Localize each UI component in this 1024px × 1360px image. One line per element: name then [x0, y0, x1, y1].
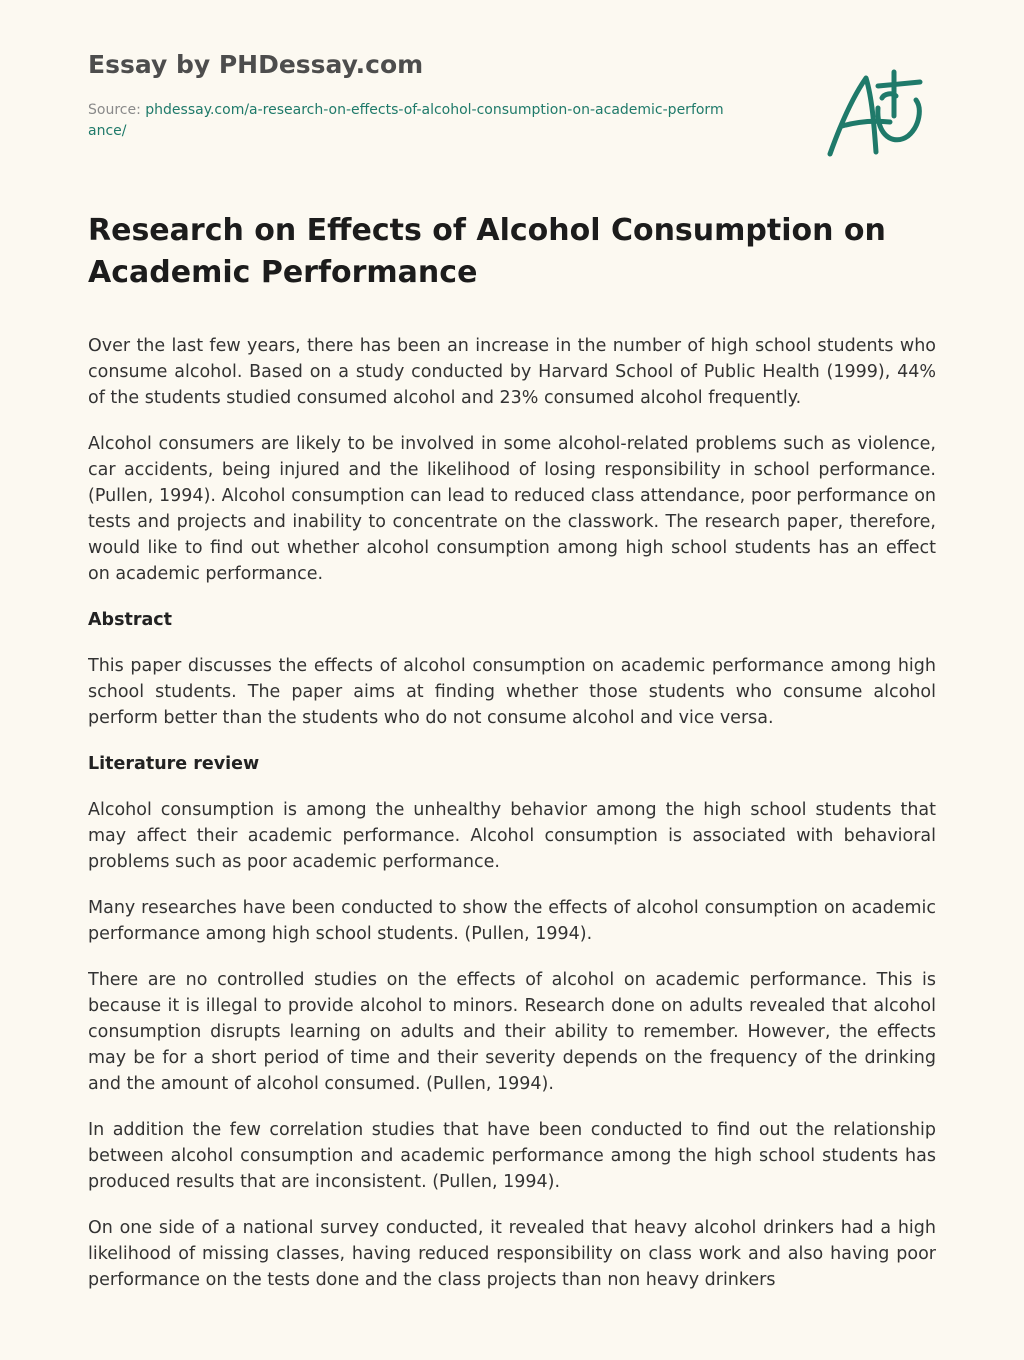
literature-paragraph-1: Alcohol consumption is among the unhealthy behavior among the high school students that may affect their academic performance. Alcohol consumption is associated with behavioral problems such as poor academic performance.: [88, 800, 936, 872]
literature-review-heading: Literature review: [88, 754, 260, 774]
literature-paragraph-2: Many researches have been conducted to show the effects of alcohol consumption on academic performance among high school students. (Pullen, 1994).: [88, 898, 936, 944]
abstract-paragraph: This paper discusses the effects of alcohol consumption on academic performance among high school students. The paper aims at finding whether those students who consume alcohol perform better than the students who do not consume alcohol and vice versa.: [88, 656, 936, 728]
essay-title: Research on Effects of Alcohol Consumption on Academic Performance: [88, 213, 886, 290]
a-plus-logo-icon: [822, 64, 932, 164]
essay-body: [88, 333, 936, 1360]
literature-paragraph-4: In addition the few correlation studies that have been conducted to find out the relationship between alcohol consumption and academic performance among the high school students has produced results that are inconsistent. (Pullen, 1994).: [88, 1120, 936, 1192]
site-title: Essay by PHDessay.com: [88, 50, 424, 79]
intro-paragraph-2: Alcohol consumers are likely to be involved in some alcohol-related problems such as violence, car accidents, being injured and the likelihood of losing responsibility in school performance. (Pullen, 1994). Alcohol consumption can lead to reduced class attendance, poor performance on tests and projects and inability to concentrate on the classwork. The research paper, therefore, would like to find out whether alcohol consumption among high school students has an effect on academic performance.: [88, 434, 936, 584]
literature-paragraph-3: There are no controlled studies on the effects of alcohol on academic performance. This is because it is illegal to provide alcohol to minors. Research done on adults revealed that alcohol consumption disrupts learning on adults and their ability to remember. However, the effects may be for a short period of time and their severity depends on the frequency of the drinking and the amount of alcohol consumed. (Pullen, 1994).: [88, 970, 936, 1094]
a-plus-logo-graphic: [822, 64, 932, 164]
abstract-heading: Abstract: [88, 610, 173, 630]
intro-paragraph-1: Over the last few years, there has been an increase in the number of high school students who consume alcohol. Based on a study conducted by Harvard School of Public Health (1999), 44% of the students studied consumed alcohol and 23% consumed alcohol frequently.: [88, 336, 936, 408]
source-label: Source:: [88, 102, 146, 118]
source-link[interactable]: phdessay.com/a-research-on-effects-of-alcohol-consumption-on-academic-performance/: [88, 102, 724, 139]
literature-paragraph-5: On one side of a national survey conducted, it revealed that heavy alcohol drinkers had a high likelihood of missing classes, having reduced responsibility on class work and also having poor performance on the tests done and the class projects than non heavy drinkers: [88, 1218, 936, 1290]
site-header: [88, 48, 788, 142]
source-line: [88, 100, 728, 142]
